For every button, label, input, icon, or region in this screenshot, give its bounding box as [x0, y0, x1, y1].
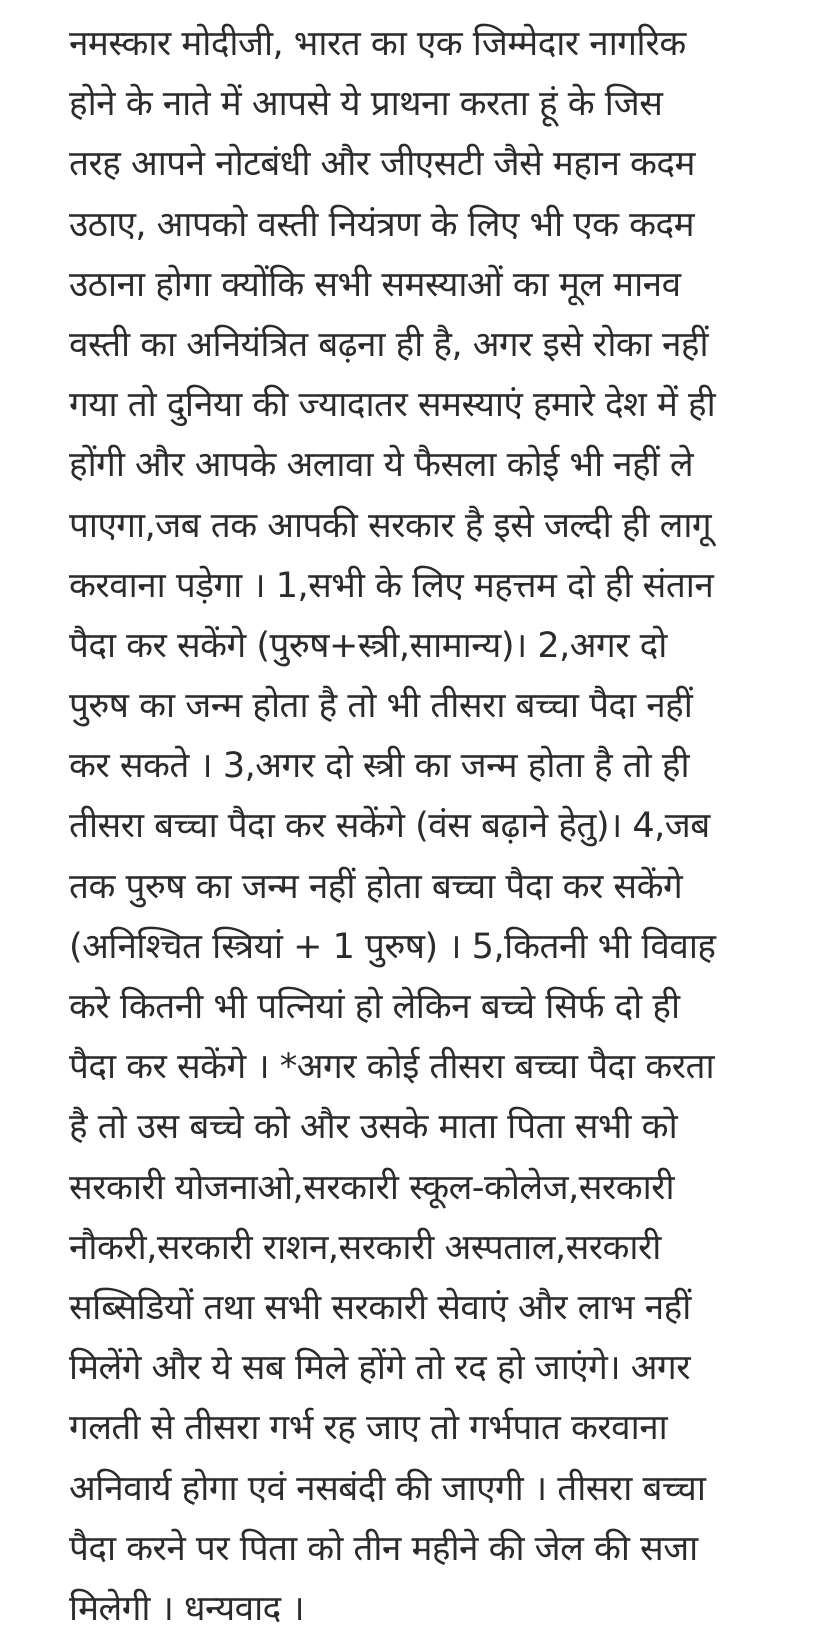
message-line: पुरुष का जन्म होता है तो भी तीसरा बच्चा पैदा नहीं	[69, 686, 693, 727]
message-line: पाएगा,जब तक आपकी सरकार है इसे जल्दी ही लागू	[69, 505, 712, 546]
message-line: वस्ती का अनियंत्रित बढ़ना ही है, अगर इसे रोका नहीं	[69, 324, 709, 365]
message-line: करे कितनी भी पत्नियां हो लेकिन बच्चे सिर्फ दो ही	[69, 987, 680, 1027]
message-line: पैदा कर सकेंगे (पुरुष+स्त्री,सामान्य)। 2,अगर दो	[69, 625, 667, 666]
message-line: तीसरा बच्चा पैदा कर सकेंगे (वंस बढ़ाने हेतु)। 4,जब	[69, 806, 710, 847]
message-line: नमस्कार मोदीजी, भारत का एक जिम्मेदार नागरिक	[69, 24, 686, 64]
message-line: पैदा करने पर पिता को तीन महीने की जेल की सजा	[69, 1528, 698, 1569]
message-line: उठाए, आपको वस्ती नियंत्रण के लिए भी एक कदम	[69, 204, 694, 245]
message-line: है तो उस बच्चे को और उसके माता पिता सभी को	[69, 1107, 678, 1148]
message-line: नौकरी,सरकारी राशन,सरकारी अस्पताल,सरकारी	[69, 1227, 661, 1268]
message-line: सरकारी योजनाओ,सरकारी स्कूल-कोलेज,सरकारी	[69, 1167, 675, 1208]
message-line: (अनिश्चित स्त्रियां + 1 पुरुष) । 5,कितनी भी विवाह	[69, 926, 716, 967]
message-line: होने के नाते में आपसे ये प्राथना करता हूं के जिस	[69, 84, 663, 125]
message-line: उठाना होगा क्योंकि सभी समस्याओं का मूल मानव	[69, 264, 681, 305]
message-line: गया तो दुनिया की ज्यादातर समस्याएं हमारे देश में ही	[69, 385, 716, 426]
message-line: करवाना पड़ेगा । 1,सभी के लिए महत्तम दो ही संतान	[69, 565, 714, 606]
message-line: कर सकते । 3,अगर दो स्त्री का जन्म होता है तो ही	[69, 746, 690, 787]
message-line: मिलेंगे और ये सब मिले होंगे तो रद हो जाएंगे। अगर	[69, 1348, 691, 1389]
message-line: मिलेगी । धन्यवाद ।	[69, 1588, 305, 1629]
message-line: तक पुरुष का जन्म नहीं होता बच्चा पैदा कर सकेंगे	[69, 866, 683, 907]
message-line: पैदा कर सकेंगे । *अगर कोई तीसरा बच्चा पैदा करता	[69, 1047, 715, 1088]
message-line: सब्सिडियों तथा सभी सरकारी सेवाएं और लाभ नहीं	[69, 1287, 691, 1328]
message-body	[69, 14, 836, 1639]
message-line: गलती से तीसरा गर्भ रह जाए तो गर्भपात करवाना	[69, 1408, 668, 1449]
message-line: होंगी और आपके अलावा ये फैसला कोई भी नहीं ले	[69, 445, 694, 486]
message-line: तरह आपने नोटबंधी और जीएसटी जैसे महान कदम	[69, 144, 695, 185]
message-line: अनिवार्य होगा एवं नसबंदी की जाएगी । तीसरा बच्चा	[69, 1468, 706, 1509]
